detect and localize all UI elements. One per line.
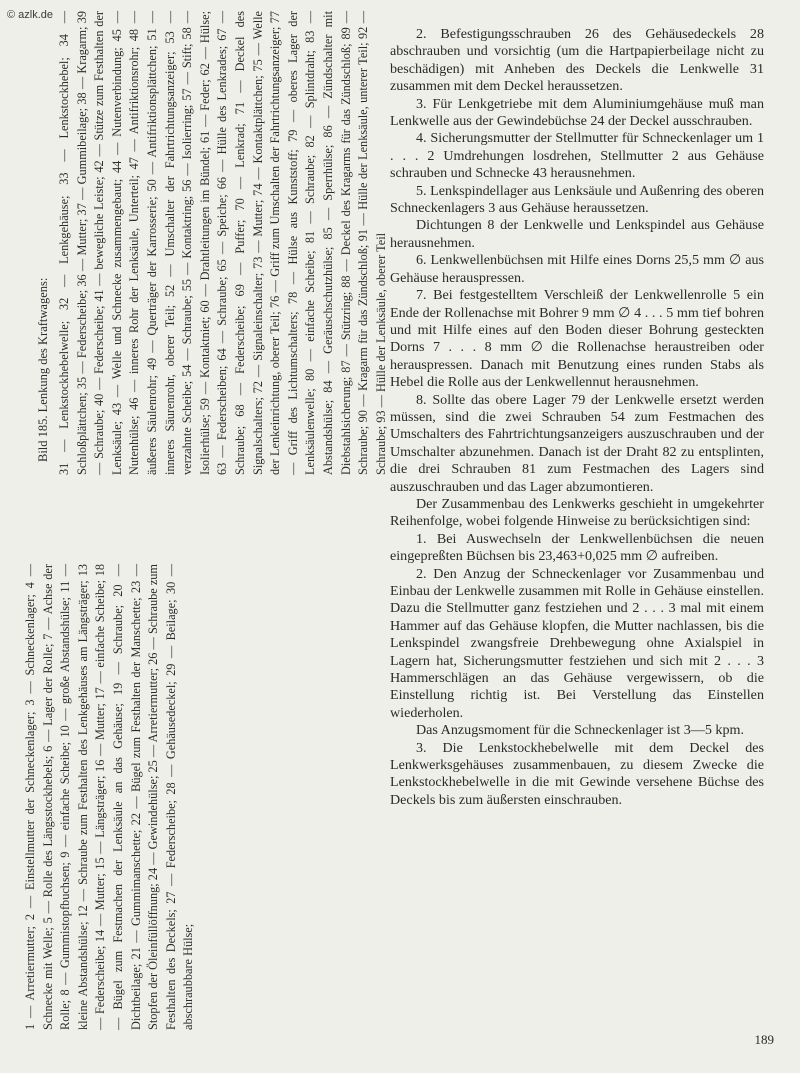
watermark: © azlk.de	[7, 9, 54, 21]
paragraph: 3. Für Lenkgetriebe mit dem Aluminiumgehäuse muß man Lenkwelle aus der Gewindebüchse 24 der Deckel ausschrauben.	[390, 95, 764, 130]
main-text-column	[390, 26, 764, 809]
legend-column-1: 1 — Arretiermutter; 2 — Einstellmutter der Schneckenlager; 3 — Schneckenlager; 4 — Schnecke mit Welle; 5 — Rolle des Längsstockhebels; 6 — Lager der Rolle; 7 — Achse der Rolle; 8 — Gummistopfbuchsen; 9 — einfache Scheibe; 10 — große Abstandshülse; 11 — kleine Abstandshülse; 12 — Schraube zum Festhalten des Lenkgehäuses am Längsträger; 13 — Federscheibe; 14 — Mutter; 15 — Längsträger; 16 — Mutter; 17 — einfache Scheibe; 18 — Bügel zum Festmachen der Lenksäule an das Gehäuse; 19 — Schraube; 20 — Dichtbeilage; 21 — Gummimanschette; 22 — Bügel zum Festhalten der Manschette; 23 — Stopfen der Öleinfüllöffnung; 24 — Gewindehülse; 25 — Arretiermutter; 26 — Schraube zum Festhalten des Deckels; 27 — Federscheibe; 28 — Gehäusedeckel; 29 — Beilage; 30 — abschraubbare Hülse;	[23, 564, 196, 1030]
figure-caption: Bild 185. Lenkung des Kraftwagens:	[36, 277, 50, 462]
paragraph: 5. Lenkspindellager aus Lenksäule und Außenring des oberen Schneckenlagers 3 aus Gehäuse heraussetzen.	[390, 182, 764, 217]
paragraph: 8. Sollte das obere Lager 79 der Lenkwelle ersetzt werden müssen, sind die zwei Schrauben 54 zum Festmachen des Umschalters des Fahrtrichtungsanzeigers auszuschrauben und der Umschalter abzunehmen. Danach ist der Draht 82 zu entsplinten, die drei Schrauben 81 zum Festmachen des Lagers sind auszuschrauben und das Lager abzumontieren.	[390, 391, 764, 495]
paragraph: 6. Lenkwellenbüchsen mit Hilfe eines Dorns 25,5 mm ∅ aus Gehäuse herauspressen.	[390, 252, 764, 286]
paragraph: Dichtungen 8 der Lenkwelle und Lenkspindel aus Gehäuse herausnehmen.	[390, 217, 764, 251]
figure-legend	[18, 10, 388, 1030]
page-number: 189	[754, 1032, 774, 1047]
paragraph: 2. Befestigungsschrauben 26 des Gehäusedeckels 28 abschrauben und vorsichtig (um die Hartpapierbeilage nicht zu beschädigen) mit Anheben des Deckels die Lenkwelle 31 zusammen mit dem Deckel heraussetzen.	[390, 26, 764, 95]
paragraph: 7. Bei festgestelltem Verschleiß der Lenkwellenrolle 5 ein Ende der Rollenachse mit Bohrer 9 mm ∅ 4 . . . 5 mm tief bohren und mit Hilfe eines auf den Boden dieser Bohrung gesteckten Dorns 7 . . . 8 mm ∅ die Rollenachse heraustreiben oder herauspressen. Danach mit Benutzung eines runden Stabs als Hebel die Rolle aus der Lenkwellennut herausnehmen.	[390, 287, 764, 391]
legend-column-2: 31 — Lenkstockhebelwelle; 32 — Lenkgehäuse; 33 — Lenkstockhebel; 34 — Schloßplättchen; 35 — Federscheibe; 36 — Mutter; 37 — Gummibeilage; 38 — Kragarm; 39 — Schraube; 40 — Federscheibe; 41 — bewegliche Leiste; 42 — Stütze zum Festhalten der Lenksäule; 43 — Welle und Schnecke zusammengebaut; 44 — Nutenverbindung; 45 — Nutenhülse; 46 — inneres Rohr der Lenksäule, Unterteil; 47 — Antifriktionsrohr; 48 — äußeres Säulenrohr; 49 — Querträger der Karrosserie; 50 — Antifriktionsplättchen; 51 — inneres Säurenrohr, oberer Teil; 52 — Umschalter der Fahrtrichtungsanzeiger; 53 — verzahnte Scheibe; 54 — Schraube; 55 — Kontaktring; 56 — Isolierring; 57 — Stift; 58 — Isolierhülse; 59 — Kontaktniet; 60 — Drahtleitungen im Bündel; 61 — Feder; 62 — Hülse; 63 — Federscheiben; 64 — Schraube; 65 — Speiche; 66 — Hülle des Lenkrades; 67 — Schraube; 68 — Federscheibe; 69 — Puffer; 70 — Lenkrad; 71 — Deckel des Signalschalters; 72 — Signaleinschalter; 73 — Mutter; 74 — Kontaktplättchen; 75 — Welle der Lenkeinrichtung, oberer Teil; 76 — Griff zum Umschalten der Fahrtrichtungsanzeiger; 77 — Griff des Lichtumschalters; 78 — Hülse aus Kunststoff; 79 — oberes Lager der Lenksäulenwelle; 80 — einfache Scheibe; 81 — Schraube; 82 — Splintdraht; 83 — Abstandshülse; 84 — Geräuschschutzhülse; 85 — Sperrhülse; 86 — Zündschalter mit Diebstahlsicherung; 87 — Stützring; 88 — Deckel des Kragarms für das Zündschloß; 89 — Schraube; 90 — Kragarm für das Zündschloß; 91 — Hülle der Lenksäule, unterer Teil; 92 — Schraube; 93 — Hülle der Lenksäule, oberer Teil	[57, 11, 388, 475]
paragraph: Der Zusammenbau des Lenkwerks geschieht in umgekehrter Reihenfolge, wobei folgende Hinweise zu berücksichtigen sind:	[390, 495, 764, 530]
paragraph: 1. Bei Auswechseln der Lenkwellenbüchsen die neuen eingepreßten Büchsen bis 23,463+0,025 mm ∅ aufreiben.	[390, 530, 764, 565]
figure-legend-rotated	[18, 10, 388, 1030]
paragraph: 4. Sicherungsmutter der Stellmutter für Schneckenlager um 1 . . . 2 Umdrehungen losdrehen, Stellmutter 2 aus Gehäuse schrauben und Schnecke 43 herausnehmen.	[390, 130, 764, 182]
paragraph: 3. Die Lenkstockhebelwelle mit dem Deckel des Lenkwerksgehäuses zusammenbauen, zu diesem Zwecke die Lenkstockhebelwelle in die mit Gewinde versehene Büchse des Deckels bis zum äußersten einschrauben.	[390, 739, 764, 808]
paragraph: Das Anzugsmoment für die Schneckenlager ist 3—5 kpm.	[416, 722, 745, 739]
paragraph: 2. Den Anzug der Schneckenlager vor Zusammenbau und Einbau der Lenkwelle zusammen mit Rolle in Gehäuse einstellen. Dazu die Stellmutter ganz festziehen und 2 . . . 3 mal mit einem Hammer auf das Gehäuse klopfen, die Mutter nachlassen, bis die Lenkspindel zwangsfreie Drehbewegung ohne Axialspiel in Lagern hat, Sicherungsmutter festziehen und sich mit 2 . . . 3 Hammerschlägen an das Gehäuse vergewissern, ob die Einstellung richtig ist. Bei Verstellung das Einstellen wiederholen.	[390, 565, 764, 721]
